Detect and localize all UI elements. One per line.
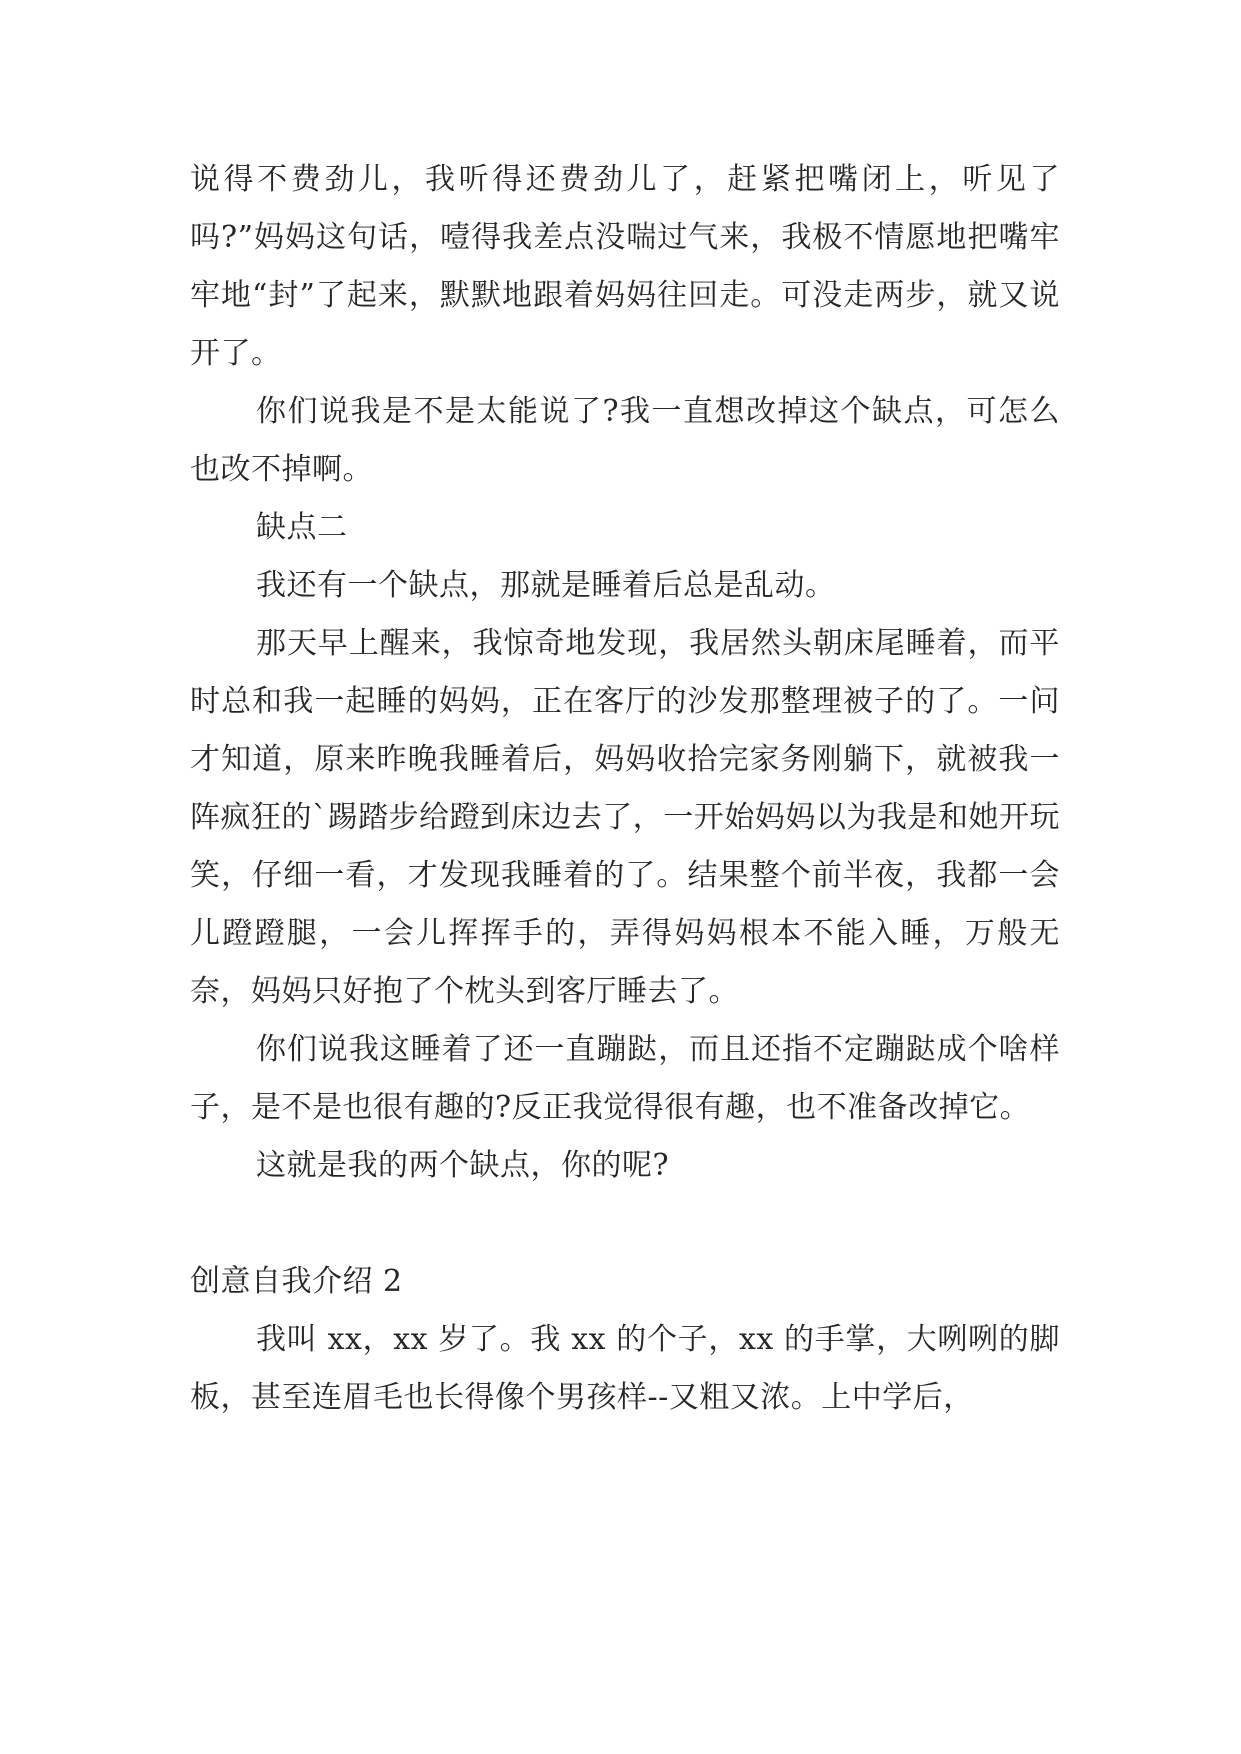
paragraph-4: 那天早上醒来，我惊奇地发现，我居然头朝床尾睡着，而平时总和我一起睡的妈妈，正在客厅的沙发那整理被子的了。一问才知道，原来昨晚我睡着后，妈妈收拾完家务刚躺下，就被我一阵疯狂的`踢踏步给蹬到床边去了，一开始妈妈以为我是和她开玩笑，仔细一看，才发现我睡着的了。结果整个前半夜，我都一会儿蹬蹬腿，一会儿挥挥手的，弄得妈妈根本不能入睡，万般无奈，妈妈只好抱了个枕头到客厅睡去了。 [190,626,1060,1009]
section-gap [190,1195,1060,1253]
paragraph-5: 你们说我这睡着了还一直蹦跶，而且还指不定蹦跶成个啥样子，是不是也很有趣的?反正我觉得很有趣，也不准备改掉它。 [190,1032,1060,1125]
document-body [190,151,1060,1427]
paragraph-6: 这就是我的两个缺点，你的呢? [256,1148,670,1183]
section-subheading: 缺点二 [256,510,348,545]
paragraph-1: 说得不费劲儿，我听得还费劲儿了，赶紧把嘴闭上，听见了吗?”妈妈这句话，噎得我差点没喘过气来，我极不情愿地把嘴牢牢地“封”了起来，默默地跟着妈妈往回走。可没走两步，就又说开了。 [190,162,1060,371]
paragraph-3: 我还有一个缺点，那就是睡着后总是乱动。 [256,568,836,603]
section-heading: 创意自我介绍 2 [190,1264,403,1299]
paragraph-2: 你们说我是不是太能说了?我一直想改掉这个缺点，可怎么也改不掉啊。 [190,394,1060,487]
paragraph-7: 我叫 xx，xx 岁了。我 xx 的个子，xx 的手掌，大咧咧的脚板，甚至连眉毛也长得像个男孩样--又粗又浓。上中学后， [190,1322,1060,1415]
